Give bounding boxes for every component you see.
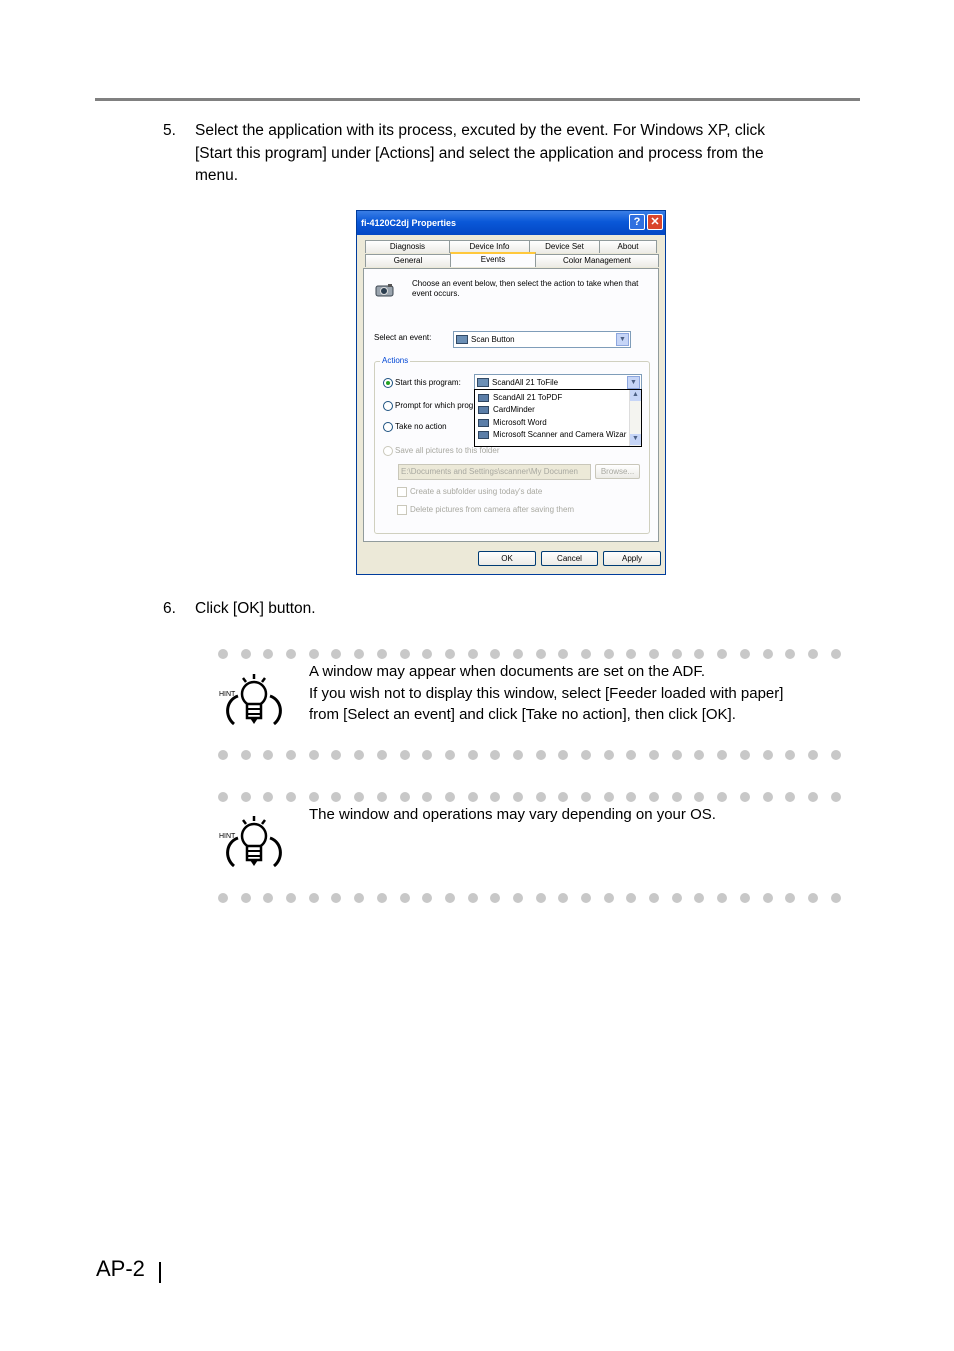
dot (422, 750, 432, 760)
program-list[interactable] (474, 389, 642, 447)
dot (626, 649, 636, 659)
dot (649, 750, 659, 760)
dot (808, 649, 818, 659)
page-number: AP-2 (96, 1256, 145, 1281)
lightbulb-icon (216, 670, 292, 734)
dot (490, 649, 500, 659)
dot (672, 649, 682, 659)
dot (785, 893, 795, 903)
dot (626, 792, 636, 802)
dot (490, 893, 500, 903)
dot (740, 792, 750, 802)
dot (717, 649, 727, 659)
subfolder-label: Create a subfolder using today's date (410, 487, 543, 496)
dot (286, 649, 296, 659)
dot (309, 893, 319, 903)
radio-prompt-label: Prompt for which prog (395, 401, 474, 410)
dot (218, 893, 228, 903)
dot (354, 893, 364, 903)
list-item-label: CardMinder (493, 405, 535, 414)
dot (558, 792, 568, 802)
list-item-label: ScandAll 21 ToPDF (493, 393, 563, 402)
dot (400, 893, 410, 903)
dot (490, 792, 500, 802)
camera-icon (374, 281, 396, 299)
tab-device-set[interactable]: Device Set (529, 240, 600, 253)
dot (831, 893, 841, 903)
tab-device-info[interactable]: Device Info (449, 240, 530, 253)
dot (422, 893, 432, 903)
scanner-icon (478, 394, 489, 402)
dot (468, 893, 478, 903)
properties-dialog (356, 210, 666, 575)
radio-none-label: Take no action (395, 422, 447, 431)
dot (604, 893, 614, 903)
dot (377, 649, 387, 659)
step-text-line: menu. (195, 167, 239, 184)
hint-line: The window and operations may vary depending on your OS. (309, 806, 716, 823)
dot (309, 750, 319, 760)
radio-save-label: Save all pictures to this folder (395, 446, 500, 455)
dot (513, 649, 523, 659)
dot (241, 792, 251, 802)
dot (286, 750, 296, 760)
dot (694, 893, 704, 903)
intro-line: Choose an event below, then select the action to take when that (412, 279, 639, 288)
lightbulb-icon (216, 812, 292, 876)
radio-take-no-action[interactable] (383, 422, 393, 432)
dot (831, 750, 841, 760)
dot (763, 649, 773, 659)
intro-line: event occurs. (412, 289, 460, 298)
dot (831, 649, 841, 659)
document-icon (478, 419, 489, 427)
dot (490, 750, 500, 760)
radio-prompt[interactable] (383, 401, 393, 411)
radio-start-program[interactable] (383, 378, 393, 388)
tab-general[interactable]: General (365, 254, 451, 267)
dot (513, 750, 523, 760)
list-item[interactable] (477, 393, 562, 403)
dot (785, 649, 795, 659)
dot (422, 649, 432, 659)
dot (536, 649, 546, 659)
tab-events[interactable]: Events (450, 252, 536, 267)
close-icon[interactable]: ✕ (647, 214, 663, 230)
top-rule (95, 98, 860, 101)
dot (740, 649, 750, 659)
actions-label: Actions (382, 356, 409, 365)
dot (354, 649, 364, 659)
dot (672, 792, 682, 802)
dot (331, 893, 341, 903)
dot (831, 792, 841, 802)
dot (763, 893, 773, 903)
dot (604, 649, 614, 659)
delete-checkbox[interactable] (397, 505, 407, 515)
page-number-divider (159, 1262, 161, 1283)
dot (558, 893, 568, 903)
chevron-down-icon[interactable]: ▼ (616, 333, 629, 346)
dot (241, 750, 251, 760)
dot (694, 792, 704, 802)
step-number: 5. (163, 122, 176, 139)
dot (604, 750, 614, 760)
hint-bottom-dots (218, 750, 848, 762)
dot (604, 792, 614, 802)
tab-color-management[interactable]: Color Management (535, 254, 659, 267)
browse-button[interactable]: Browse... (595, 464, 640, 479)
dot (513, 893, 523, 903)
step-text-line: Select the application with its process, excuted by the event. For Windows XP, click (195, 122, 766, 139)
dot (468, 792, 478, 802)
step-text: Click [OK] button. (195, 600, 316, 617)
dot (740, 893, 750, 903)
dot (808, 792, 818, 802)
hint-top-dots (218, 792, 848, 804)
program-select[interactable] (474, 374, 642, 390)
dot (740, 750, 750, 760)
dot (717, 750, 727, 760)
hint-line: A window may appear when documents are set on the ADF. (309, 663, 706, 680)
dot (377, 792, 387, 802)
hint-line: If you wish not to display this window, select [Feeder loaded with paper] (309, 684, 784, 702)
dot (581, 893, 591, 903)
list-item-label: Microsoft Scanner and Camera Wizar (493, 430, 627, 439)
chevron-down-icon[interactable]: ▼ (627, 376, 640, 389)
dot (400, 649, 410, 659)
step-text-line: [Start this program] under [Actions] and select the application and process from the (195, 144, 764, 162)
dot (672, 750, 682, 760)
dot (309, 649, 319, 659)
dot (263, 750, 273, 760)
dot (694, 649, 704, 659)
tab-diagnosis[interactable]: Diagnosis (365, 240, 450, 253)
hint-top-dots (218, 649, 848, 661)
dot (286, 893, 296, 903)
camera-icon (478, 431, 489, 439)
dot (672, 893, 682, 903)
scroll-up-icon[interactable]: ▲ (630, 390, 641, 401)
scanner-icon (456, 335, 468, 344)
ok-button[interactable]: OK (478, 551, 536, 566)
dot (263, 792, 273, 802)
dot (445, 792, 455, 802)
cancel-button[interactable]: Cancel (541, 551, 598, 566)
dot (785, 750, 795, 760)
hint-2-text (309, 804, 849, 826)
dot (808, 893, 818, 903)
dot (536, 750, 546, 760)
dot (513, 792, 523, 802)
dialog-title: fi-4120C2dj Properties (357, 211, 665, 235)
dot (241, 649, 251, 659)
dot (626, 893, 636, 903)
folder-path-field[interactable]: E:\Documents and Settings\scanner\My Documen (398, 464, 591, 480)
dot (763, 792, 773, 802)
list-item[interactable] (477, 405, 535, 415)
dot (694, 750, 704, 760)
dot (581, 750, 591, 760)
dot (241, 893, 251, 903)
help-icon[interactable]: ? (629, 214, 645, 230)
step-text (195, 120, 855, 188)
radio-start-label: Start this program: (395, 378, 461, 387)
dot (377, 893, 387, 903)
subfolder-checkbox[interactable] (397, 487, 407, 497)
hint-bottom-dots (218, 893, 848, 905)
dot (649, 893, 659, 903)
event-select-value: Scan Button (471, 335, 515, 344)
dot (400, 792, 410, 802)
dot (558, 750, 568, 760)
dot (263, 649, 273, 659)
dot (286, 792, 296, 802)
dot (808, 750, 818, 760)
radio-save-pictures[interactable] (383, 446, 393, 456)
hint-label: HINT (219, 691, 236, 698)
dot (263, 893, 273, 903)
dot (354, 750, 364, 760)
dot (422, 792, 432, 802)
dot (331, 792, 341, 802)
dot (581, 792, 591, 802)
scroll-down-icon[interactable]: ▼ (630, 434, 641, 445)
dot (445, 750, 455, 760)
apply-button[interactable]: Apply (603, 551, 661, 566)
dot (218, 792, 228, 802)
dot (377, 750, 387, 760)
hint-label: HINT (219, 833, 236, 840)
dot (536, 893, 546, 903)
list-item-label: Microsoft Word (493, 418, 547, 427)
hint-1-text (309, 661, 849, 726)
dot (717, 893, 727, 903)
dot (331, 750, 341, 760)
dot (354, 792, 364, 802)
scanner-icon (477, 378, 489, 387)
step-number: 6. (163, 600, 176, 617)
dot (649, 792, 659, 802)
list-scrollbar[interactable] (629, 390, 641, 446)
dot (536, 792, 546, 802)
dot (763, 750, 773, 760)
dot (581, 649, 591, 659)
dot (626, 750, 636, 760)
dot (218, 649, 228, 659)
program-select-value: ScandAll 21 ToFile (492, 378, 559, 387)
delete-label: Delete pictures from camera after saving them (410, 505, 575, 514)
list-item[interactable] (477, 430, 626, 440)
dot (445, 893, 455, 903)
tab-about[interactable]: About (599, 240, 657, 253)
hint-line: from [Select an event] and click [Take no action], then click [OK]. (309, 706, 736, 723)
dot (445, 649, 455, 659)
dot (331, 649, 341, 659)
dot (785, 792, 795, 802)
event-select[interactable] (453, 331, 631, 348)
dot (309, 792, 319, 802)
list-item[interactable] (477, 418, 547, 428)
dot (468, 750, 478, 760)
select-event-label: Select an event: (374, 333, 432, 342)
dot (468, 649, 478, 659)
dot (558, 649, 568, 659)
dot (218, 750, 228, 760)
scanner-icon (478, 406, 489, 414)
dot (717, 792, 727, 802)
dot (400, 750, 410, 760)
dot (649, 649, 659, 659)
